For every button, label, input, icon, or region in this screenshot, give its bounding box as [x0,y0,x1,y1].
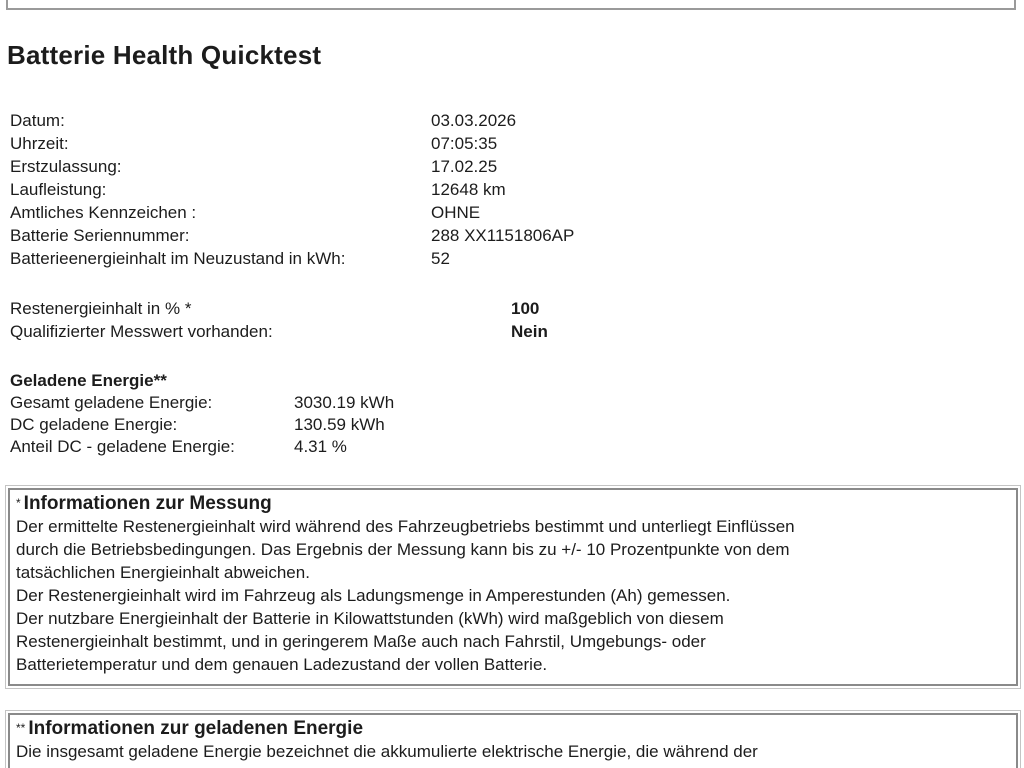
measurement-info-line: Der nutzbare Energieinhalt der Batterie in Kilowattstunden (kWh) wird maßgeblich von diesem [16,609,724,628]
measurement-info-line: Der ermittelte Restenergieinhalt wird während des Fahrzeugbetriebs bestimmt und unterliegt Einflüssen [16,517,795,536]
footnote-marker: ** [16,721,26,735]
charged-energy-info-box [8,713,1018,768]
footnote-marker: * [16,496,21,510]
charged-energy-info-heading [16,717,1010,740]
info-label: Erstzulassung: [10,157,122,176]
info-label: Batterieenergieinhalt im Neuzustand in kWh: [10,249,346,268]
measurement-info-line: durch die Betriebsbedingungen. Das Ergebnis der Messung kann bis zu +/- 10 Prozentpunkte von dem [16,540,790,559]
info-label: Uhrzeit: [10,134,69,153]
info-value: OHNE [431,203,481,222]
measurement-info-box [8,488,1018,686]
info-value: 288 XX1151806AP [431,226,575,245]
measurement-info-heading [16,492,1010,515]
charged-energy-info-title: Informationen zur geladenen Energie [28,718,364,739]
energy-row-total [10,392,395,414]
result-label: Qualifizierter Messwert vorhanden: [10,322,273,341]
info-value: 07:05:35 [431,134,498,153]
charged-energy-section [10,370,395,458]
measurement-info-line: Batterietemperatur und dem genauen Ladezustand der vollen Batterie. [16,655,548,674]
info-value: 03.03.2026 [431,111,517,130]
top-frame [6,0,1016,10]
info-label: Datum: [10,111,65,130]
energy-row-dc [10,414,385,436]
charged-energy-heading: Geladene Energie** [10,371,167,390]
result-value: Nein [511,322,548,341]
info-value: 17.02.25 [431,157,498,176]
energy-label: Anteil DC - geladene Energie: [10,437,235,456]
measurement-info-line: Der Restenergieinhalt wird im Fahrzeug als Ladungsmenge in Amperestunden (Ah) gemessen. [16,586,731,605]
energy-label: DC geladene Energie: [10,415,178,434]
result-label: Restenergieinhalt in % * [10,299,192,318]
energy-value: 4.31 % [294,437,347,456]
measurement-info-title: Informationen zur Messung [23,493,272,514]
measurement-info-line: Restenergieinhalt bestimmt, und in geringerem Maße auch nach Fahrstil, Umgebungs- oder [16,632,706,651]
energy-value: 130.59 kWh [294,415,385,434]
info-label: Batterie Seriennummer: [10,226,190,245]
energy-label: Gesamt geladene Energie: [10,393,213,412]
energy-row-dc-share [10,436,347,458]
info-label: Amtliches Kennzeichen : [10,203,197,222]
info-value: 12648 km [431,180,506,199]
energy-value: 3030.19 kWh [294,393,395,412]
charged-energy-info-line: Die insgesamt geladene Energie bezeichnet die akkumulierte elektrische Energie, die während der [16,742,758,761]
info-value: 52 [431,249,450,268]
measurement-info-line: tatsächlichen Energieinhalt abweichen. [16,563,310,582]
result-value: 100 [511,299,540,318]
page-title: Batterie Health Quicktest [7,40,322,70]
info-label: Laufleistung: [10,180,107,199]
